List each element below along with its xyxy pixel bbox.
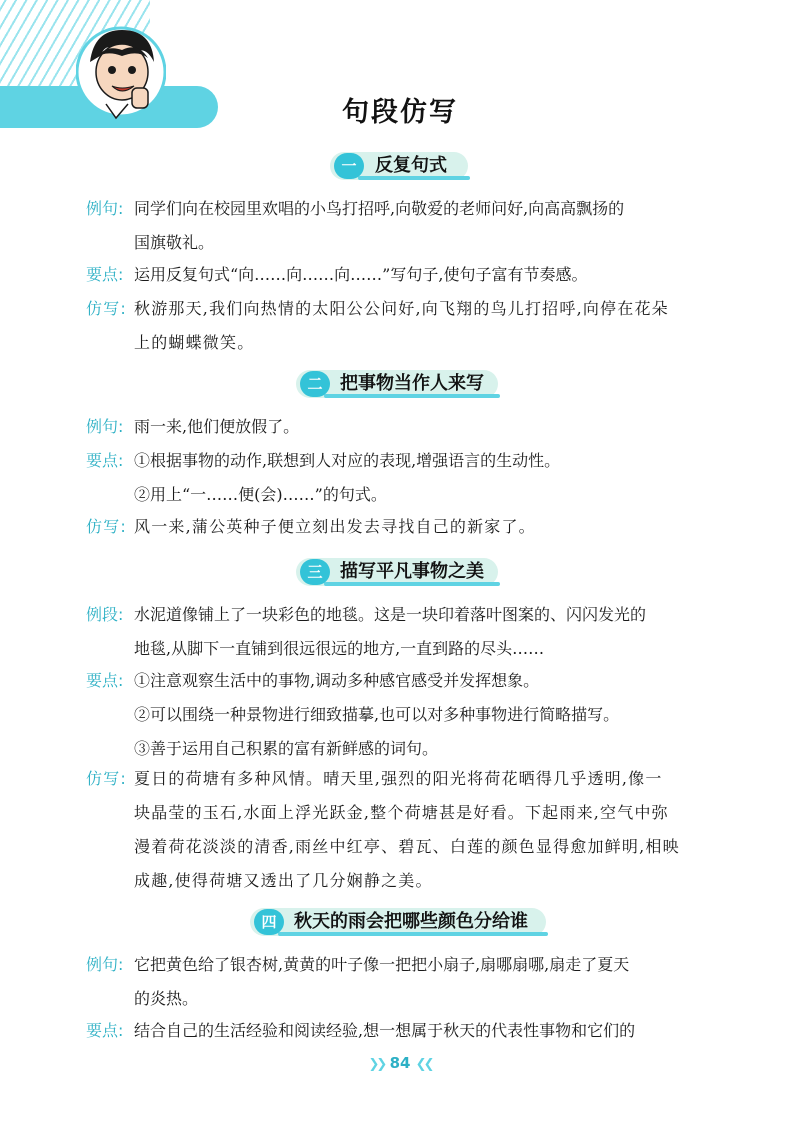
row-line: 同学们向在校园里欢唱的小鸟打招呼,向敬爱的老师问好,向高高飘扬的: [134, 199, 625, 218]
section-badge-2: 二: [300, 371, 330, 397]
row-line: 水泥道像铺上了一块彩色的地毯。这是一块印着落叶图案的、闪闪发光的: [134, 605, 647, 624]
row-line: 结合自己的生活经验和阅读经验,想一想属于秋天的代表性事物和它们的: [134, 1021, 636, 1040]
section-badge-4: 四: [254, 909, 284, 935]
chevron-left-icon: ❮❮: [415, 1057, 432, 1072]
row-line: 地毯,从脚下一直铺到很远很远的地方,一直到路的尽头……: [134, 639, 545, 658]
chevron-right-icon: ❯❯: [368, 1057, 385, 1072]
row-label: 例句:: [86, 199, 124, 218]
section-header-1: [0, 152, 800, 184]
section-badge-1: 一: [334, 153, 364, 179]
section-title-4: 秋天的雨会把哪些颜色分给谁: [294, 911, 528, 932]
row-label: 要点:: [86, 1021, 124, 1040]
row-label: 要点:: [86, 671, 124, 690]
row-line: ③善于运用自己积累的富有新鲜感的词句。: [134, 739, 439, 758]
row-line: ①根据事物的动作,联想到人对应的表现,增强语言的生动性。: [134, 451, 561, 470]
row-label: 要点:: [86, 451, 124, 470]
row-line: 的炎热。: [134, 989, 199, 1008]
row-line: 国旗敬礼。: [134, 233, 215, 252]
row-line: 风一来,蒲公英种子便立刻出发去寻找自己的新家了。: [134, 517, 536, 536]
row-label: 仿写:: [86, 517, 127, 536]
row-label: 例段:: [86, 605, 124, 624]
page-title: 句段仿写: [342, 97, 458, 128]
row-line: ①注意观察生活中的事物,调动多种感官感受并发挥想象。: [134, 671, 540, 690]
section-badge-3: 三: [300, 559, 330, 585]
row-line: 运用反复句式“向……向……向……”写句子,使句子富有节奏感。: [134, 265, 588, 284]
row-line: 夏日的荷塘有多种风情。晴天里,强烈的阳光将荷花晒得几乎透明,像一: [134, 769, 663, 788]
row-label: 例句:: [86, 417, 124, 436]
section-header-2: [0, 370, 800, 402]
row-line: 漫着荷花淡淡的清香,雨丝中红亭、碧瓦、白莲的颜色显得愈加鲜明,相映: [134, 837, 680, 856]
row-label: 要点:: [86, 265, 124, 284]
row-line: 上的蝴蝶微笑。: [134, 333, 255, 352]
row-line: 秋游那天,我们向热情的太阳公公问好,向飞翔的鸟儿打招呼,向停在花朵: [134, 299, 669, 318]
section-title-1: 反复句式: [375, 155, 447, 176]
row-line: 成趣,使得荷塘又透出了几分娴静之美。: [134, 871, 433, 890]
section-header-4: [0, 908, 800, 940]
row-label: 仿写:: [86, 299, 127, 318]
row-label: 例句:: [86, 955, 124, 974]
page-number-value: 84: [389, 1054, 411, 1072]
row-line: 它把黄色给了银杏树,黄黄的叶子像一把把小扇子,扇哪扇哪,扇走了夏天: [134, 955, 630, 974]
row-label: 仿写:: [86, 769, 127, 788]
page-number: [0, 1054, 800, 1072]
row-line: ②用上“一……便(会)……”的句式。: [134, 485, 387, 504]
row-line: ②可以围绕一种景物进行细致描摹,也可以对多种事物进行简略描写。: [134, 705, 620, 724]
row-line: 雨一来,他们便放假了。: [134, 417, 300, 436]
section-title-2: 把事物当作人来写: [340, 373, 484, 394]
section-header-3: [0, 558, 800, 590]
section-title-3: 描写平凡事物之美: [340, 561, 484, 582]
row-line: 块晶莹的玉石,水面上浮光跃金,整个荷塘甚是好看。下起雨来,空气中弥: [134, 803, 669, 822]
